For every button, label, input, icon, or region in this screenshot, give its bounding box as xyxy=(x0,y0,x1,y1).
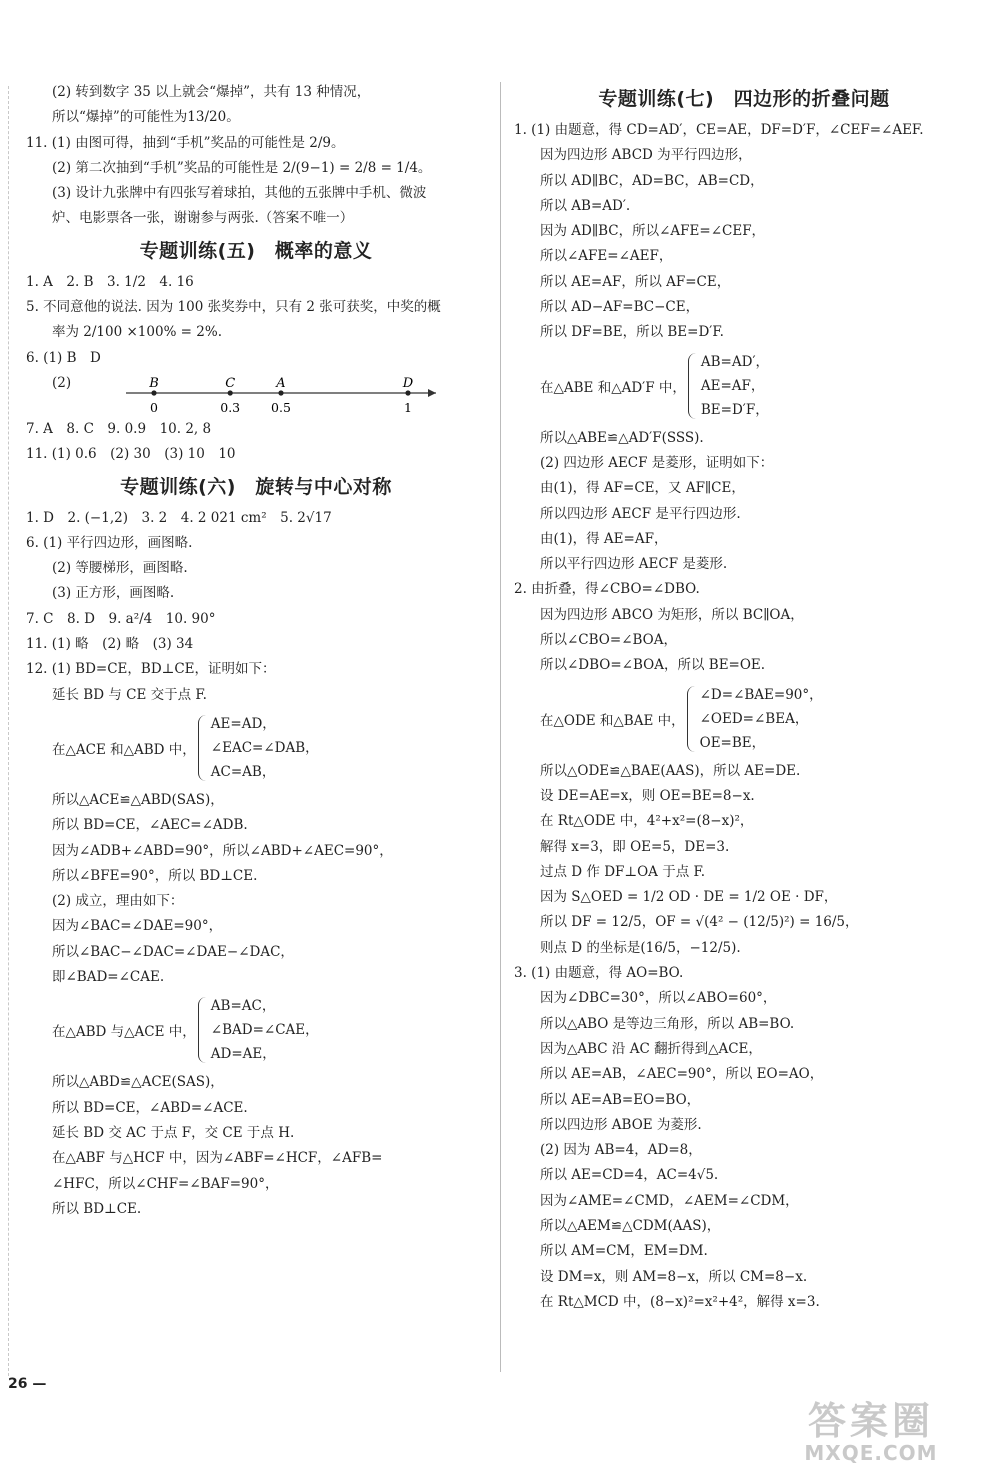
brace-item: AB=AD′， xyxy=(700,353,770,370)
answer-line: 因为 S△OED = 1/2 OD · DE = 1/2 OE · DF， xyxy=(540,889,838,906)
answer-line: ∠HFC，所以∠CHF=∠BAF=90°， xyxy=(52,1175,279,1192)
left-top-answers xyxy=(26,80,486,232)
section-title-6: 专题训练(六) 旋转与中心对称 xyxy=(120,475,392,498)
answer-line: 由(1)，得 AF=CE，又 AF∥CE， xyxy=(540,480,745,497)
answer-line: 6. (1) 平行四边形，画图略. xyxy=(26,534,193,551)
brace-item: ∠BAD=∠CAE， xyxy=(210,1022,319,1039)
answer-line: 所以 DF=BE，所以 BE=D′F. xyxy=(540,324,724,341)
answer-line: 11. (1) 0.6 (2) 30 (3) 10 10 xyxy=(26,446,236,463)
left-column xyxy=(26,80,486,1222)
number-line-point xyxy=(151,390,156,395)
number-line-label: D xyxy=(402,375,414,391)
brace-item: ∠OED=∠BEA， xyxy=(699,710,809,727)
answer-line: 所以 BD=CE，∠AEC=∠ADB. xyxy=(52,817,248,834)
answer-line: 所以四边形 ABOE 为菱形. xyxy=(540,1116,702,1133)
section-6-answers-b xyxy=(26,788,486,990)
answer-line: 所以∠BAC−∠DAC=∠DAE−∠DAC， xyxy=(52,943,294,960)
answer-line: 3. (1) 由题意，得 AO=BO. xyxy=(514,965,684,982)
answer-line: 因为四边形 ABCD 为平行四边形， xyxy=(540,147,752,164)
brace-items xyxy=(211,994,319,1066)
brace-item: ∠D=∠BAE=90°， xyxy=(699,686,823,703)
watermark-text: 答案圈 xyxy=(807,1399,934,1443)
answer-line: 所以△AEM≌△CDM(AAS)， xyxy=(540,1217,721,1234)
answer-line: 炉、电影票各一张，谢谢参与两张.（答案不唯一） xyxy=(52,210,354,227)
watermark-url: MXQE.COM xyxy=(804,1441,938,1465)
number-line-tick-label: 0.5 xyxy=(271,399,291,415)
answer-line: (2) 四边形 AECF 是菱形，证明如下： xyxy=(540,454,774,471)
answer-line: (2) 第二次抽到“手机”奖品的可能性是 2/(9−1) = 2/8 = 1/4。 xyxy=(52,159,432,176)
answer-line: 1. (1) 由题意，得 CD=AD′，CE=AE，DF=D′F，∠CEF=∠AEF. xyxy=(514,122,924,138)
answer-line: 7. C 8. D 9. a²/4 10. 90° xyxy=(26,610,216,627)
answer-line: 所以 AE=AF，所以 AF=CE， xyxy=(540,273,731,290)
brace-icon xyxy=(198,997,207,1063)
answer-line: 因为△ABC 沿 AC 翻折得到△ACE， xyxy=(540,1040,762,1057)
answer-line: 所以 DF = 12/5，OF = √(4² − (12/5)²) = 16/5， xyxy=(540,914,859,931)
brace-lead: 在△ACE 和△ABD 中， xyxy=(52,741,196,758)
answer-line: 所以 AD∥BC，AD=BC，AB=CD， xyxy=(540,172,764,189)
answer-line: (2) 成立，理由如下： xyxy=(52,893,184,910)
answer-line: 由(1)，得 AE=AF， xyxy=(540,530,668,547)
brace-item: AE=AD， xyxy=(210,715,276,732)
answer-line: (2) 转到数字 35 以上就会“爆掉”，共有 13 种情况， xyxy=(52,84,371,100)
number-line-tick-label: 1 xyxy=(404,399,412,415)
brace-items xyxy=(701,350,769,422)
brace-icon xyxy=(687,686,696,752)
brace-system-2 xyxy=(26,990,486,1070)
answer-line: 在 Rt△ODE 中，4²+x²=(8−x)²， xyxy=(540,813,754,830)
answer-line: (3) 正方形，画图略. xyxy=(52,585,175,602)
brace-items xyxy=(700,683,823,755)
answer-line: 过点 D 作 DF⊥OA 于点 F. xyxy=(540,863,706,880)
answer-line: 6. (1) B D xyxy=(26,349,101,366)
answer-line: 因为∠ADB+∠ABD=90°，所以∠ABD+∠AEC=90°， xyxy=(52,842,393,859)
answer-line: 因为∠BAC=∠DAE=90°， xyxy=(52,918,223,935)
brace-item: AB=AC， xyxy=(210,998,276,1015)
section-6-answers-c xyxy=(26,1070,486,1222)
brace-item: BE=D′F， xyxy=(700,401,769,418)
section-7-answers-b xyxy=(514,426,974,679)
number-line-point xyxy=(228,390,233,395)
answer-line: 所以∠BFE=90°，所以 BD⊥CE. xyxy=(52,867,258,884)
answer-line: 所以△ACE≌△ABD(SAS)， xyxy=(52,791,224,808)
number-line-tick-label: 0.3 xyxy=(220,399,241,415)
brace-item: AC=AB， xyxy=(210,763,276,780)
answer-line: 所以 AE=CD=4，AC=4√5. xyxy=(540,1167,719,1184)
margin-dashed-line xyxy=(8,86,10,1376)
section-title-5: 专题训练(五) 概率的意义 xyxy=(139,239,373,262)
brace-system-1 xyxy=(26,708,486,788)
answer-line: 所以∠CBO=∠BOA， xyxy=(540,632,677,649)
answer-line: 所以△ABD≌△ACE(SAS)， xyxy=(52,1074,224,1091)
page-number: 26 — xyxy=(8,1376,47,1392)
number-line-label: B xyxy=(149,375,159,391)
number-line-figure xyxy=(26,371,486,417)
section-5-answers xyxy=(26,270,486,371)
answer-line: 11. (1) 略 (2) 略 (3) 34 xyxy=(26,636,194,653)
answer-line: 则点 D 的坐标是(16/5，−12/5). xyxy=(540,939,741,956)
brace-item: AE=AF， xyxy=(700,377,765,394)
watermark-logo xyxy=(756,1400,986,1470)
answer-line: 11. (1) 由图可得，抽到“手机”奖品的可能性是 2/9。 xyxy=(26,134,345,151)
answer-line: 因为 AD∥BC，所以∠AFE=∠CEF， xyxy=(540,223,766,240)
answer-line: 所以 AD−AF=BC−CE， xyxy=(540,299,700,316)
answer-line: 12. (1) BD=CE，BD⊥CE，证明如下： xyxy=(26,661,276,678)
answer-line: 即∠BAD=∠CAE. xyxy=(52,969,165,986)
brace-lead: 在△ABE 和△AD′F 中， xyxy=(540,379,686,396)
answer-line: 所以 AE=AB=EO=BO， xyxy=(540,1091,701,1108)
answer-line: 所以△ABE≌△AD′F(SSS). xyxy=(540,429,704,446)
brace-items xyxy=(211,712,319,784)
answer-line: 延长 BD 交 AC 于点 F，交 CE 于点 H. xyxy=(52,1124,295,1141)
answer-line: 7. A 8. C 9. 0.9 10. 2, 8 xyxy=(26,420,212,437)
number-line-svg xyxy=(116,371,456,417)
section-title-7: 专题训练(七) 四边形的折叠问题 xyxy=(598,88,890,110)
answer-line: 所以 BD=CE，∠ABD=∠ACE. xyxy=(52,1099,248,1116)
section-5-answers-b xyxy=(26,417,486,468)
answer-line: 所以 AE=AB，∠AEC=90°，所以 EO=AO， xyxy=(540,1066,824,1083)
number-line-label: C xyxy=(225,375,236,391)
answer-line: 所以∠DBO=∠BOA，所以 BE=OE. xyxy=(540,657,766,674)
section-7-answers-a xyxy=(514,118,974,346)
answer-line: 设 DM=x，则 AM=8−x，所以 CM=8−x. xyxy=(540,1268,808,1285)
answer-line: 5. 不同意他的说法. 因为 100 张奖券中，只有 2 张可获奖，中奖的概 xyxy=(26,299,441,316)
column-divider xyxy=(500,82,501,1372)
answer-line: 所以 BD⊥CE. xyxy=(52,1200,142,1217)
answer-line: 率为 2/100 ×100% = 2%. xyxy=(52,324,222,341)
answer-line: 设 DE=AE=x，则 OE=BE=8−x. xyxy=(540,787,755,804)
number-line-point xyxy=(405,390,410,395)
answer-line: 解得 x=3，即 OE=5，DE=3. xyxy=(540,838,730,855)
number-line-label: A xyxy=(276,375,286,391)
answer-line: 在 Rt△MCD 中，(8−x)²=x²+4²，解得 x=3. xyxy=(540,1293,820,1310)
brace-lead: 在△ABD 与△ACE 中， xyxy=(52,1024,196,1041)
answer-line: 因为∠AME=∠CMD，∠AEM=∠CDM， xyxy=(540,1192,799,1209)
answer-line: 因为∠DBC=30°，所以∠ABO=60°， xyxy=(540,990,777,1007)
brace-lead: 在△ODE 和△BAE 中， xyxy=(540,712,685,729)
brace-icon xyxy=(198,715,207,781)
answer-line: 所以△ABO 是等边三角形，所以 AB=BO. xyxy=(540,1015,795,1032)
section-7-answers-c xyxy=(514,759,974,1316)
answer-line: (2) 因为 AB=4，AD=8， xyxy=(540,1142,702,1159)
answer-line: 1. D 2. (−1,2) 3. 2 4. 2 021 cm² 5. 2√17 xyxy=(26,509,332,526)
answer-line: 在△ABF 与△HCF 中，因为∠ABF=∠HCF，∠AFB= xyxy=(52,1150,383,1167)
number-line-point xyxy=(278,390,283,395)
answer-line: 2. 由折叠，得∠CBO=∠DBO. xyxy=(514,581,700,598)
brace-icon xyxy=(688,353,697,419)
answer-line: (2) 等腰梯形，画图略. xyxy=(52,560,188,577)
answer-line: 所以∠AFE=∠AEF， xyxy=(540,248,673,265)
answer-line: 1. A 2. B 3. 1/2 4. 16 xyxy=(26,273,194,290)
brace-item: AD=AE， xyxy=(210,1046,276,1063)
answer-line: 延长 BD 与 CE 交于点 F. xyxy=(52,686,207,703)
brace-system-4 xyxy=(514,679,974,759)
answer-line: 因为四边形 ABCO 为矩形，所以 BC∥OA， xyxy=(540,606,804,623)
section-6-answers xyxy=(26,506,486,708)
answer-line: 所以 AB=AD′. xyxy=(540,197,631,214)
brace-item: OE=BE， xyxy=(699,734,766,751)
answer-line: 所以△ODE≌△BAE(AAS)，所以 AE=DE. xyxy=(540,762,801,779)
brace-system-3 xyxy=(514,346,974,426)
right-column xyxy=(514,80,974,1315)
answer-line: (3) 设计九张牌中有四张写着球拍，其他的五张牌中手机、微波 xyxy=(52,185,427,202)
arrow-icon xyxy=(428,389,436,397)
answer-line: 所以 AM=CM，EM=DM. xyxy=(540,1243,708,1260)
number-line-tick-label: 0 xyxy=(150,399,158,415)
answer-line: 所以“爆掉”的可能性为13/20。 xyxy=(52,109,240,126)
brace-item: ∠EAC=∠DAB， xyxy=(210,739,319,756)
answer-line: 所以平行四边形 AECF 是菱形. xyxy=(540,556,728,573)
answer-line: 所以四边形 AECF 是平行四边形. xyxy=(540,505,741,522)
number-line-prefix: (2) xyxy=(52,374,72,391)
